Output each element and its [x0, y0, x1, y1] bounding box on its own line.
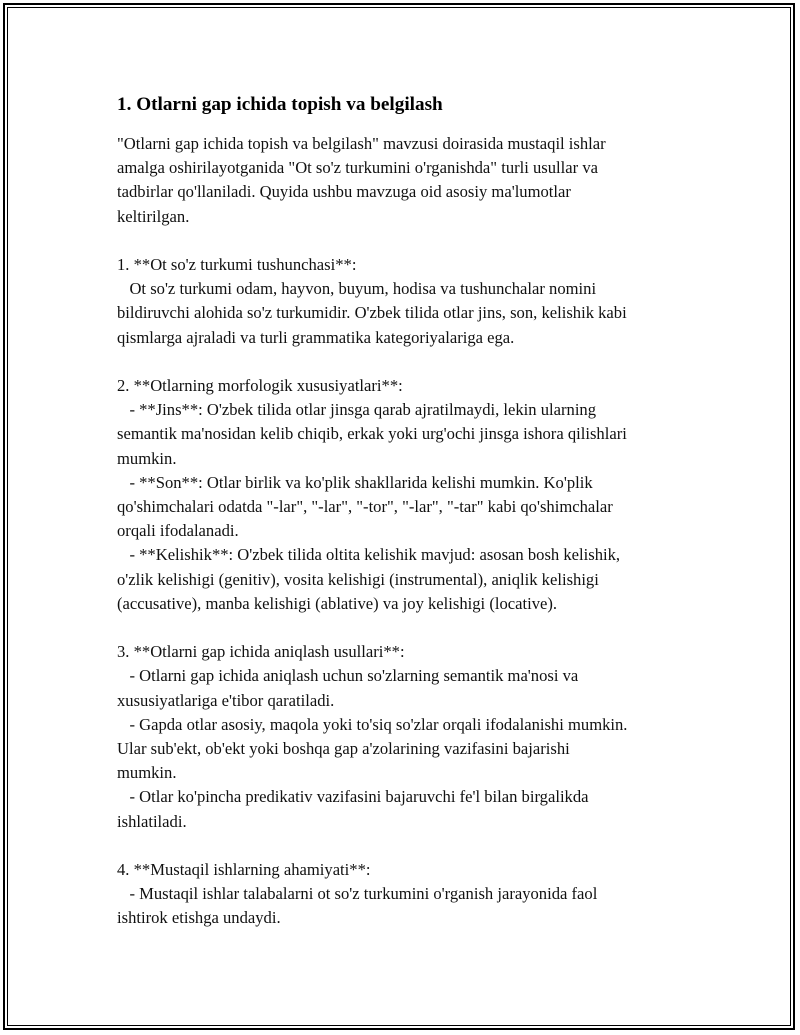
text-line: qo'shimchalari odatda "-lar", "-lar", "-tor", "-lar", "-tar" kabi qo'shimchalar: [117, 497, 613, 517]
section-4: [117, 858, 722, 931]
text-line: - **Jins**: O'zbek tilida otlar jinsga qarab ajratilmaydi, lekin ularning: [117, 400, 597, 420]
text-line: - Otlar ko'pincha predikativ vazifasini bajaruvchi fe'l bilan birgalikda: [117, 787, 589, 807]
text-line: xususiyatlariga e'tibor qaratiladi.: [117, 690, 335, 710]
text-line: mumkin.: [117, 448, 177, 468]
section-heading: 3. **Otlarni gap ichida aniqlash usullari**:: [117, 642, 405, 662]
section-1: [117, 253, 722, 350]
section-heading: 2. **Otlarning morfologik xususiyatlari**:: [117, 376, 403, 395]
intro-paragraph: [117, 132, 722, 229]
text-line: - Mustaqil ishlar talabalarni ot so'z turkumini o'rganish jarayonida faol: [117, 884, 598, 904]
text-line: ishlatiladi.: [117, 811, 187, 831]
text-line: o'zlik kelishigi (genitiv), vosita kelishigi (instrumental), aniqlik kelishigi: [117, 569, 599, 589]
text-line: Ot so'z turkumi odam, hayvon, buyum, hodisa va tushunchalar nomini: [117, 279, 597, 299]
text-line: tadbirlar qo'llaniladi. Quyida ushbu mavzuga oid asosiy ma'lumotlar: [117, 182, 571, 202]
paragraph-gap: [117, 834, 722, 858]
text-line: (accusative), manba kelishigi (ablative) va joy kelishigi (locative).: [117, 593, 558, 613]
text-line: keltirilgan.: [117, 206, 190, 226]
text-line: ishtirok etishga undaydi.: [117, 908, 281, 928]
text-line: - **Kelishik**: O'zbek tilida oltita kelishik mavjud: asosan bosh kelishik,: [117, 545, 621, 565]
section-3: [117, 640, 722, 834]
text-line: qismlarga ajraladi va turli grammatika kategoriyalariga ega.: [117, 327, 515, 347]
text-line: - Gapda otlar asosiy, maqola yoki to'siq so'zlar orqali ifodalanishi mumkin.: [117, 714, 628, 734]
paragraph-gap: [117, 616, 722, 640]
text-line: - Otlarni gap ichida aniqlash uchun so'zlarning semantik ma'nosi va: [117, 666, 579, 686]
text-line: orqali ifodalanadi.: [117, 521, 239, 541]
text-line: - **Son**: Otlar birlik va ko'plik shakllarida kelishi mumkin. Ko'plik: [117, 472, 593, 492]
text-line: mumkin.: [117, 763, 177, 783]
document-title: 1. Otlarni gap ichida topish va belgilash: [117, 94, 443, 115]
text-line: Ular sub'ekt, ob'ekt yoki boshqa gap a'zolarining vazifasini bajarishi: [117, 739, 570, 759]
paragraph-gap: [117, 350, 722, 374]
document-body: [117, 92, 722, 931]
section-2: [117, 374, 722, 616]
paragraph-gap: [117, 229, 722, 253]
text-line: bildiruvchi alohida so'z turkumidir. O'zbek tilida otlar jins, son, kelishik kabi: [117, 303, 627, 323]
section-heading: 1. **Ot so'z turkumi tushunchasi**:: [117, 255, 357, 274]
section-heading: 4. **Mustaqil ishlarning ahamiyati**:: [117, 860, 371, 880]
text-line: amalga oshirilayotganida "Ot so'z turkumini o'rganishda" turli usullar va: [117, 158, 598, 178]
text-line: semantik ma'nosidan kelib chiqib, erkak yoki urg'ochi jinsga ishora qilishlari: [117, 424, 627, 444]
text-line: "Otlarni gap ichida topish va belgilash" mavzusi doirasida mustaqil ishlar: [117, 134, 606, 153]
